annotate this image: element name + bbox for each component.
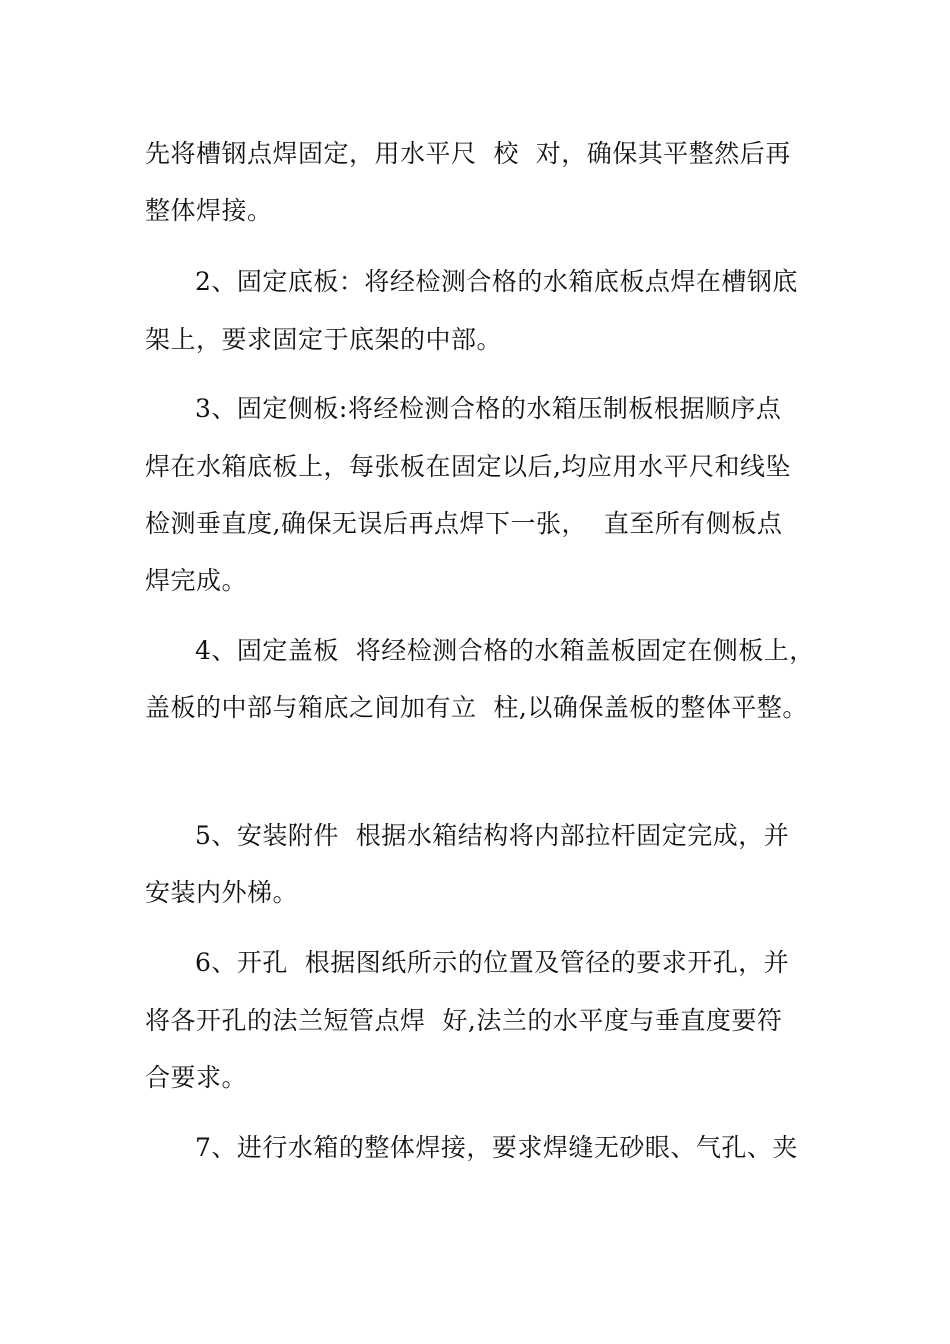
paragraph-7-line-1: 7、进行水箱的整体焊接，要求焊缝无砂眼、气孔、夹 xyxy=(195,1133,798,1162)
paragraph-6-line-3: 合要求。 xyxy=(145,1063,248,1092)
paragraph-5-line-1: 5、安装附件 根据水箱结构将内部拉杆固定完成，并 xyxy=(195,821,790,850)
paragraph-6-line-1: 6、开孔 根据图纸所示的位置及管径的要求开孔，并 xyxy=(195,948,790,977)
paragraph-2-line-2: 架上，要求固定于底架的中部。 xyxy=(145,325,503,354)
paragraph-3-line-1: 3、固定侧板:将经检测合格的水箱压制板根据顺序点 xyxy=(195,394,782,423)
paragraph-4-line-2: 盖板的中部与箱底之间加有立 柱,以确保盖板的整体平整。 xyxy=(145,693,808,722)
paragraph-2-line-1: 2、固定底板：将经检测合格的水箱底板点焊在槽钢底 xyxy=(195,267,798,296)
paragraph-5-line-2: 安装内外梯。 xyxy=(145,878,299,907)
paragraph-1-line-2: 整体焊接。 xyxy=(145,196,273,225)
paragraph-3-line-4: 焊完成。 xyxy=(145,566,248,595)
paragraph-6-line-2: 将各开孔的法兰短管点焊 好,法兰的水平度与垂直度要符 xyxy=(145,1006,783,1035)
paragraph-4-line-1: 4、固定盖板 将经检测合格的水箱盖板固定在侧板上， xyxy=(195,636,815,665)
paragraph-1-line-1: 先将槽钢点焊固定，用水平尺 校 对，确保其平整然后再 xyxy=(145,139,791,168)
paragraph-3-line-3: 检测垂直度,确保无误后再点焊下一张， 直至所有侧板点 xyxy=(145,509,783,538)
paragraph-3-line-2: 焊在水箱底板上，每张板在固定以后,均应用水平尺和线坠 xyxy=(145,452,791,481)
